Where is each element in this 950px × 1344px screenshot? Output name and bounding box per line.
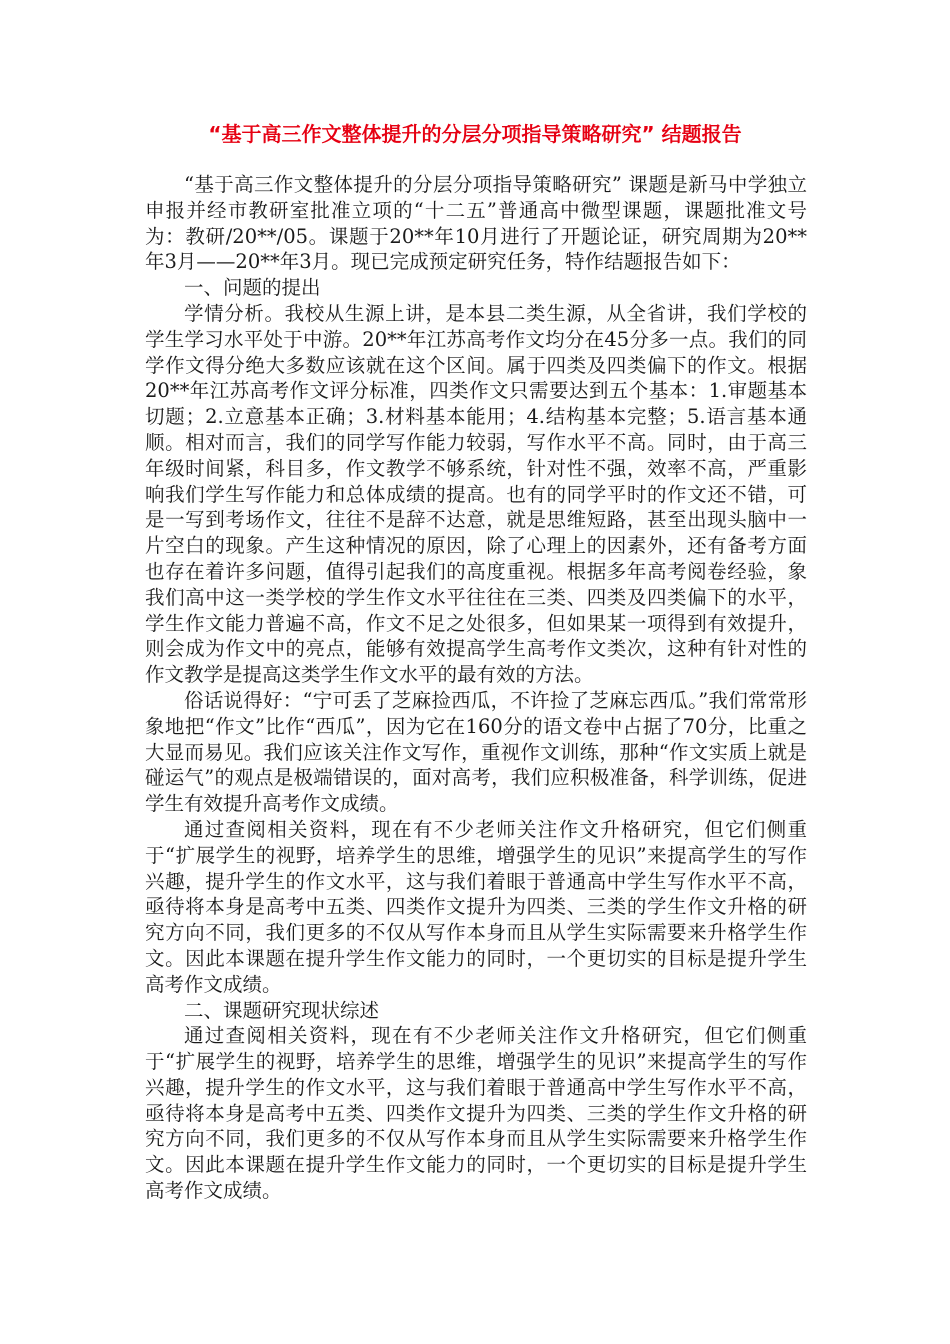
- body-paragraph: 通过查阅相关资料，现在有不少老师关注作文升格研究，但它们侧重于“扩展学生的视野，培养学生的思维，增强学生的见识”来提高学生的写作兴趣，提升学生的作文水平，这与我们着眼于普通高中学生写作水平不高，亟待将本身是高考中五类、四类作文提升为四类、三类的学生作文升格的研究方向不同，我们更多的不仅从写作本身而且从学生实际需要来升格学生作文。因此本课题在提升学生作文能力的同时，一个更切实的目标是提升学生高考作文成绩。: [145, 1024, 807, 1203]
- section-heading-problem: 一、问题的提出: [184, 276, 321, 300]
- intro-paragraph: “基于高三作文整体提升的分层分项指导策略研究” 课题是新马中学独立申报并经市教研室批准立项的“十二五”普通高中微型课题，课题批准文号为：教研/20**/05。课题于20**年10月进行了开题论证，研究周期为20**年3月——20**年3月。现已完成预定研究任务，特作结题报告如下：: [145, 173, 807, 274]
- body-paragraph: 学情分析。我校从生源上讲，是本县二类生源，从全省讲，我们学校的学生学习水平处于中游。20**年江苏高考作文均分在45分多一点。我们的同学作文得分绝大多数应该就在这个区间。属于四类及四类偏下的作文。根据20**年江苏高考作文评分标准，四类作文只需要达到五个基本：1.审题基本切题；2.立意基本正确；3.材料基本能用；4.结构基本完整；5.语言基本通顺。相对而言，我们的同学写作能力较弱，写作水平不高。同时，由于高三年级时间紧，科目多，作文教学不够系统，针对性不强，效率不高，严重影响我们学生写作能力和总体成绩的提高。也有的同学平时的作文还不错，可是一写到考场作文，往往不是辞不达意，就是思维短路，甚至出现头脑中一片空白的现象。产生这种情况的原因，除了心理上的因素外，还有备考方面也存在着许多问题，值得引起我们的高度重视。根据多年高考阅卷经验，象我们高中这一类学校的学生作文水平往往在三类、四类及四类偏下的水平，学生作文能力普遍不高，作文不足之处很多，但如果某一项得到有效提升，则会成为作文中的亮点，能够有效提高学生高考作文类次，这种有针对性的作文教学是提高这类学生作文水平的最有效的方法。: [145, 301, 807, 687]
- section-heading-status: 二、课题研究现状综述: [184, 998, 380, 1022]
- body-paragraph: 通过查阅相关资料，现在有不少老师关注作文升格研究，但它们侧重于“扩展学生的视野，培养学生的思维，增强学生的见识”来提高学生的写作兴趣，提升学生的作文水平，这与我们着眼于普通高中学生写作水平不高，亟待将本身是高考中五类、四类作文提升为四类、三类的学生作文升格的研究方向不同，我们更多的不仅从写作本身而且从学生实际需要来升格学生作文。因此本课题在提升学生作文能力的同时，一个更切实的目标是提升学生高考作文成绩。: [145, 817, 807, 996]
- body-paragraph: 俗话说得好：“宁可丢了芝麻捡西瓜，不许捡了芝麻忘西瓜。”我们常常形象地把“作文”比作“西瓜”，因为它在160分的语文卷中占据了70分，比重之大显而易见。我们应该关注作文写作，重视作文训练，那种“作文实质上就是碰运气”的观点是极端错误的，面对高考，我们应积极准备，科学训练，促进学生有效提升高考作文成绩。: [145, 688, 807, 816]
- document-body: [145, 172, 807, 1204]
- document-title: “基于高三作文整体提升的分层分项指导策略研究” 结题报告: [208, 122, 742, 146]
